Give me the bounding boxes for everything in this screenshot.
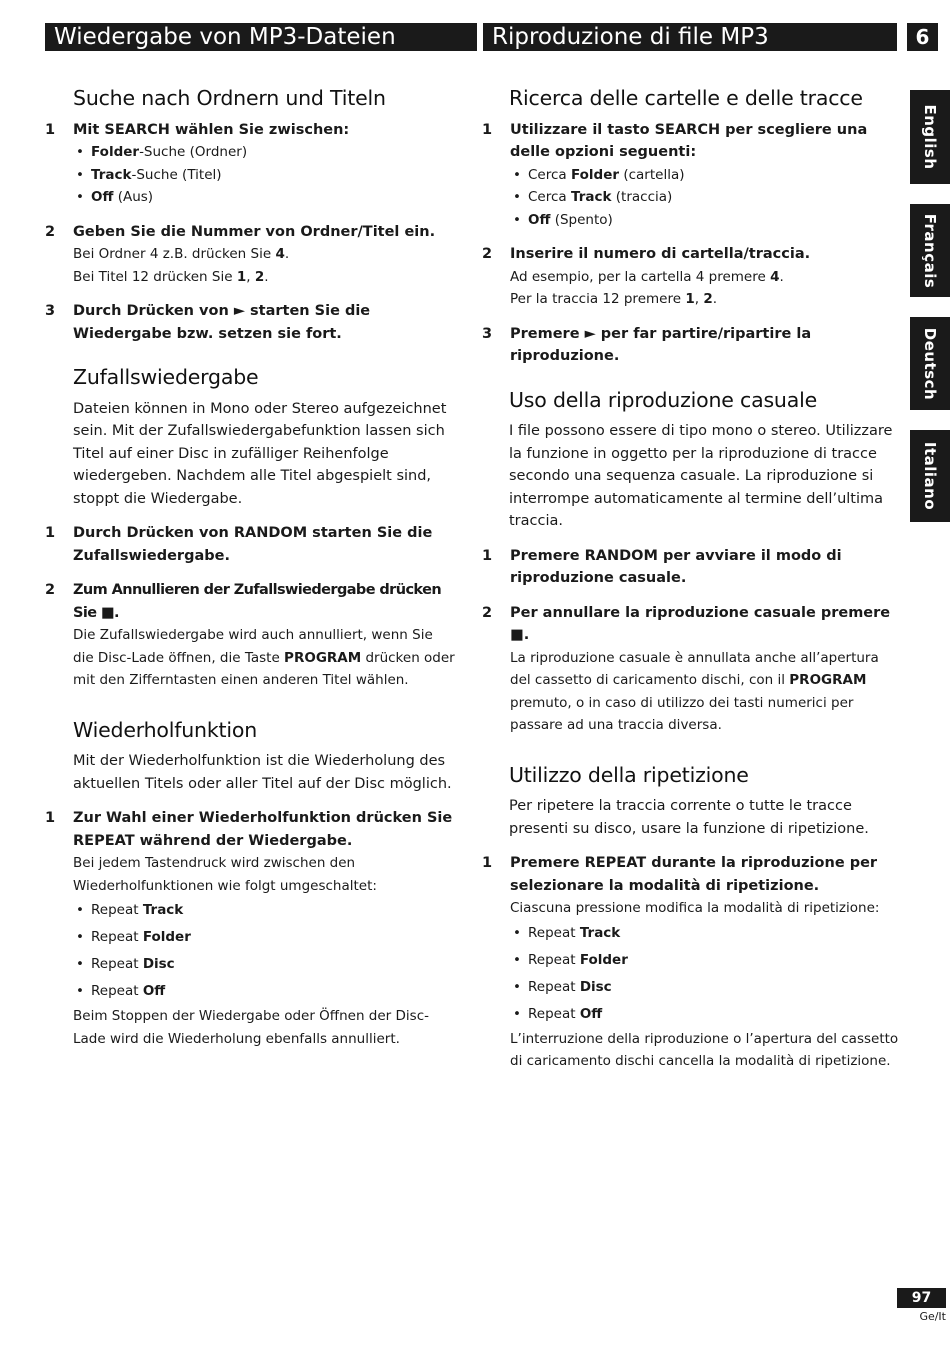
step-body: Bei Ordner 4 z.B. drücken Sie 4. — [73, 246, 290, 263]
bullet-list — [73, 897, 457, 1005]
step — [45, 522, 457, 567]
step — [45, 300, 457, 345]
step-number: 1 — [45, 525, 56, 542]
list-item: • Off (Aus) — [73, 186, 457, 209]
step-number: 2 — [482, 604, 493, 621]
step-body: Die Zufallswiedergabe wird auch annulliert, wenn Sie die Disc-Lade öffnen, die Taste PROGRAM drücken oder mit den Zifferntasten einen anderen Titel wählen. — [73, 627, 455, 689]
step-title: Premere REPEAT durante la riproduzione per selezionare la modalità di ripetizione. — [510, 855, 878, 894]
section-repeat-de — [45, 718, 457, 1051]
list-item: • Repeat Off — [510, 1001, 900, 1028]
list-item: • Cerca Folder (cartella) — [510, 164, 900, 187]
bullet-list — [73, 141, 457, 209]
page-number: 97 — [897, 1288, 946, 1308]
step-body: Per la traccia 12 premere 1, 2. — [510, 291, 718, 308]
step-number: 2 — [45, 223, 56, 240]
list-item: • Repeat Off — [73, 978, 457, 1005]
chapter-number: 6 — [907, 23, 938, 51]
step — [45, 119, 457, 209]
step-number: 1 — [482, 121, 493, 138]
list-item: • Cerca Track (traccia) — [510, 186, 900, 209]
list-item: • Repeat Disc — [73, 951, 457, 978]
step-number: 1 — [45, 121, 56, 138]
step-body: La riproduzione casuale è annullata anche all’apertura del cassetto di caricamento dischi, con il PROGRAM premuto, o in caso di utilizzo dei tasti numerici per passare ad una traccia diversa. — [510, 649, 879, 734]
section-title: Zufallswiedergabe — [73, 365, 259, 390]
list-item: • Track-Suche (Titel) — [73, 164, 457, 187]
list-item: • Folder-Suche (Ordner) — [73, 141, 457, 164]
lang-tab-deutsch — [910, 317, 950, 410]
step-title: Mit SEARCH wählen Sie zwischen: — [73, 121, 350, 138]
list-item: • Repeat Disc — [510, 974, 900, 1001]
section-title: Ricerca delle cartelle e delle tracce — [509, 86, 863, 110]
step-note: Beim Stoppen der Wiedergabe oder Öffnen der Disc-Lade wird die Wiederholung ebenfalls annulliert. — [73, 1008, 429, 1047]
list-item: • Repeat Folder — [510, 947, 900, 974]
step-title: Utilizzare il tasto SEARCH per scegliere una delle opzioni seguenti: — [510, 121, 868, 161]
step-title: Premere ► per far partire/ripartire la riproduzione. — [510, 325, 812, 365]
header-left-title — [45, 23, 477, 51]
section-title: Wiederholfunktion — [73, 717, 257, 742]
step-number: 2 — [482, 246, 493, 263]
section-intro: Dateien können in Mono oder Stereo aufgezeichnet sein. Mit der Zufallswiedergabefunktion lassen sich Titel auf einer Disc in zufälliger Reihenfolge wiedergeben. Nachdem alle Titel abgespielt sind, stoppt die Wiedergabe. — [73, 400, 447, 507]
list-item: • Repeat Track — [73, 897, 457, 924]
lang-tab-english — [910, 90, 950, 184]
section-title: Uso della riproduzione casuale — [509, 387, 817, 412]
step-number: 3 — [482, 325, 493, 342]
step-title: Zum Annullieren der Zufallswiedergabe drücken Sie ■. — [73, 582, 442, 621]
list-item: • Repeat Folder — [73, 924, 457, 951]
page-language-code: Ge/It — [919, 1310, 946, 1323]
section-search-de — [45, 86, 457, 345]
step-title: Premere RANDOM per avviare il modo di riproduzione casuale. — [510, 547, 842, 587]
step — [482, 243, 900, 311]
step-body: Bei Titel 12 drücken Sie 1, 2. — [73, 268, 269, 285]
italian-column — [482, 86, 900, 1085]
lang-tab-francais — [910, 204, 950, 297]
step — [482, 323, 900, 368]
step-title: Durch Drücken von RANDOM starten Sie die Zufallswiedergabe. — [73, 525, 433, 564]
step-number: 2 — [45, 582, 56, 599]
step-title: Per annullare la riproduzione casuale premere ■. — [510, 604, 891, 644]
lang-tab-label: Français — [921, 213, 939, 288]
lang-tab-label: Italiano — [921, 441, 939, 511]
step — [482, 602, 900, 737]
section-random-de — [45, 365, 457, 692]
lang-tab-label: English — [921, 104, 939, 170]
step — [482, 545, 900, 590]
step-body: Ad esempio, per la cartella 4 premere 4. — [510, 268, 784, 285]
step — [45, 579, 457, 692]
step-title: Geben Sie die Nummer von Ordner/Titel ein. — [73, 223, 436, 240]
step-number: 1 — [45, 810, 56, 827]
header-left-title-text: Wiedergabe von MP3-Dateien — [54, 24, 396, 50]
section-repeat-it — [482, 763, 900, 1073]
step-title: Zur Wahl einer Wiederholfunktion drücken Sie REPEAT während der Wiedergabe. — [73, 810, 453, 849]
lang-tab-label: Deutsch — [921, 327, 939, 400]
step-title: Inserire il numero di cartella/traccia. — [510, 246, 811, 263]
section-title: Suche nach Ordnern und Titeln — [73, 86, 386, 110]
step-body: Ciascuna pressione modifica la modalità di ripetizione: — [510, 900, 880, 917]
bullet-list — [510, 920, 900, 1028]
step-note: L’interruzione della riproduzione o l’apertura del cassetto di caricamento dischi cancella la modalità di ripetizione. — [510, 1030, 899, 1070]
step-body: Bei jedem Tastendruck wird zwischen den Wiederholfunktionen wie folgt umgeschaltet: — [73, 855, 377, 894]
step — [45, 221, 457, 289]
step-number: 1 — [482, 547, 493, 564]
header-right-title-text: Riproduzione di file MP3 — [492, 24, 769, 50]
step — [45, 807, 457, 1050]
section-intro: I file possono essere di tipo mono o stereo. Utilizzare la funzione in oggetto per la riproduzione di tracce secondo una sequenza casuale. La riproduzione si interrompe automaticamente al termine dell’ultima traccia. — [509, 423, 893, 530]
german-column — [45, 86, 457, 1062]
lang-tab-italiano — [910, 430, 950, 522]
section-search-it — [482, 86, 900, 368]
list-item: • Off (Spento) — [510, 209, 900, 232]
section-intro: Per ripetere la traccia corrente o tutte le tracce presenti su disco, usare la funzione di ripetizione. — [509, 798, 869, 837]
bullet-list — [510, 164, 900, 232]
section-random-it — [482, 388, 900, 737]
header-right-title — [483, 23, 897, 51]
section-intro: Mit der Wiederholfunktion ist die Wiederholung des aktuellen Titels oder aller Titel auf der Disc möglich. — [73, 753, 452, 792]
step-number: 3 — [45, 303, 56, 320]
step-number: 1 — [482, 855, 493, 872]
step-title: Durch Drücken von ► starten Sie die Wiedergabe bzw. setzen sie fort. — [73, 303, 371, 342]
list-item: • Repeat Track — [510, 920, 900, 947]
step — [482, 119, 900, 232]
step — [482, 852, 900, 1073]
section-title: Utilizzo della ripetizione — [509, 762, 749, 787]
